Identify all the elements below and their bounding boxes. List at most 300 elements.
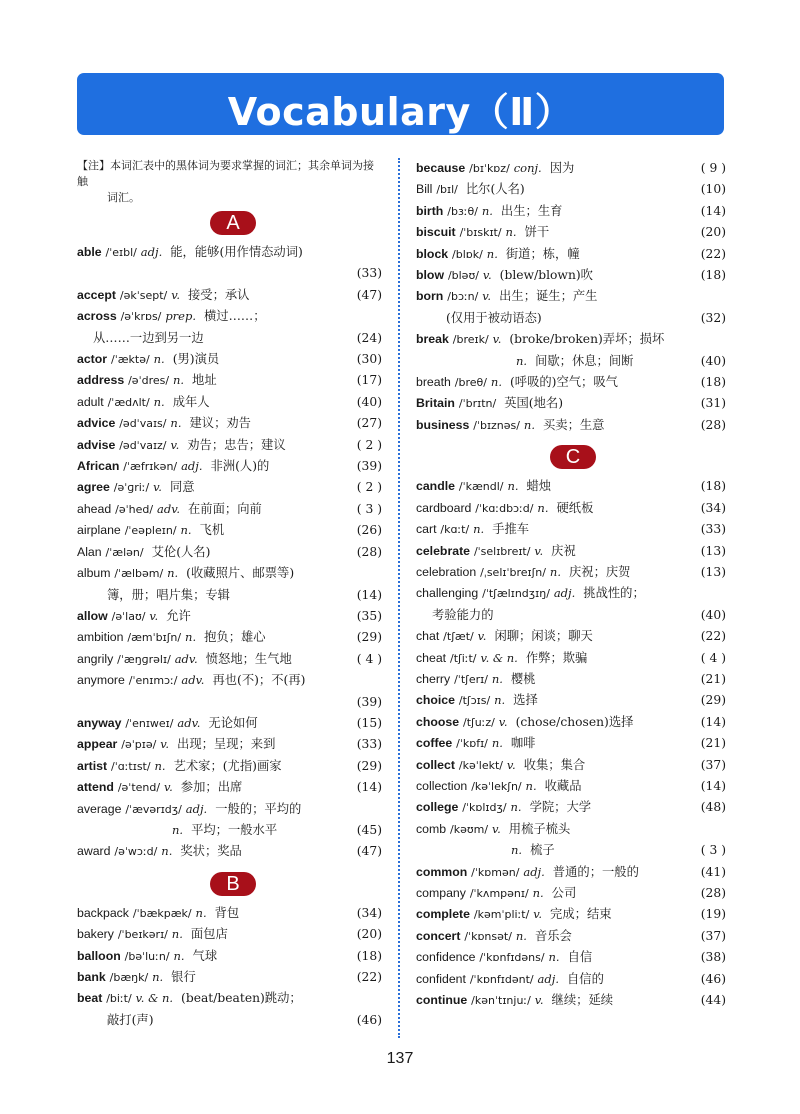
phonetic: /ˈkɒnfɪdəns/ xyxy=(479,951,545,965)
headword: backpack xyxy=(77,905,129,920)
headword: candle xyxy=(416,479,455,494)
phonetic: /breθ/ xyxy=(454,376,487,390)
entry-confident xyxy=(416,969,726,990)
headword: continue xyxy=(416,993,468,1008)
page-ref: ( 2 ) xyxy=(356,480,382,495)
page-ref: (28) xyxy=(356,544,382,559)
phonetic: /ˌselɪˈbreɪʃn/ xyxy=(480,565,546,579)
entry-cardboard xyxy=(416,498,726,519)
headword: comb xyxy=(416,821,447,836)
entry-cart xyxy=(416,519,726,540)
phonetic: /ˈkɒlɪdʒ/ xyxy=(462,801,507,815)
part-of-speech: n. xyxy=(532,886,544,900)
section-a-header xyxy=(77,210,382,238)
phonetic: /blɒk/ xyxy=(452,247,483,261)
headword: challenging xyxy=(416,586,479,601)
entry-comb xyxy=(416,819,726,862)
phonetic: /bæŋk/ xyxy=(109,971,149,984)
page-ref: (48) xyxy=(700,800,726,815)
headword: breath xyxy=(416,375,451,390)
definition: 学院；大学 xyxy=(529,800,592,815)
entry-attend xyxy=(77,777,382,798)
definition: 自信 xyxy=(567,950,593,965)
part-of-speech: n. xyxy=(525,778,537,793)
entry-airplane xyxy=(77,520,382,541)
letter-badge-b: B xyxy=(210,872,256,896)
note-line: 词汇。 xyxy=(107,191,140,204)
entry-common xyxy=(416,862,726,883)
right-column xyxy=(416,158,726,1011)
headword: adult xyxy=(77,394,104,409)
entry-angrily xyxy=(77,649,382,670)
section-c-header xyxy=(416,444,726,472)
definition: 在前面；向前 xyxy=(188,501,262,516)
phonetic: /kəmˈpliːt/ xyxy=(473,908,530,922)
headword: because xyxy=(416,161,466,175)
entry-block xyxy=(416,244,726,265)
page-title: Vocabulary（Ⅱ） xyxy=(227,90,574,134)
part-of-speech: n. xyxy=(510,800,522,815)
phonetic: /ˈbeɪkərɪ/ xyxy=(117,928,168,942)
entry-album xyxy=(77,563,382,606)
definition: 因为 xyxy=(549,161,575,175)
entry-business xyxy=(416,415,726,436)
part-of-speech: n. xyxy=(507,479,519,494)
part-of-speech: n. xyxy=(523,417,535,432)
page-ref: (21) xyxy=(700,736,726,751)
page-ref: (29) xyxy=(356,758,382,773)
headword: accept xyxy=(77,287,116,302)
page-ref: (39) xyxy=(356,694,382,709)
headword: average xyxy=(77,801,122,816)
headword: address xyxy=(77,373,125,388)
part-of-speech: n. xyxy=(153,352,165,367)
part-of-speech: adv. xyxy=(177,715,201,730)
definition-continued: (仅用于被动语态) xyxy=(446,310,542,325)
entry-continue xyxy=(416,990,726,1011)
headword: beat xyxy=(77,991,103,1006)
phonetic: /ˈkɑːdbɔːd/ xyxy=(475,501,534,515)
part-of-speech: n. xyxy=(172,373,185,388)
entry-ahead xyxy=(77,499,382,520)
page-ref: (14) xyxy=(356,587,382,602)
headword: Alan xyxy=(77,544,102,559)
headword: actor xyxy=(77,352,108,367)
definition: 出生；诞生；产生 xyxy=(499,289,598,304)
part-of-speech: adv. xyxy=(181,673,205,688)
phonetic: /əˈdres/ xyxy=(128,374,170,388)
page-ref: (18) xyxy=(700,268,726,283)
definition: 买卖；生意 xyxy=(542,417,605,432)
page-ref: (28) xyxy=(700,886,726,900)
page-ref: (31) xyxy=(700,396,726,411)
part-of-speech: v. & n. xyxy=(480,650,518,665)
entry-chat xyxy=(416,626,726,647)
phonetic: /tʃuːz/ xyxy=(462,715,495,729)
headword: complete xyxy=(416,907,470,922)
headword: appear xyxy=(77,737,118,752)
headword: bank xyxy=(77,970,106,984)
part-of-speech: n. xyxy=(549,564,561,579)
definition: 挑战性的； xyxy=(583,586,645,601)
definition: 面包店 xyxy=(190,927,228,942)
definition: 接受；承认 xyxy=(187,287,250,302)
page-ref: (33) xyxy=(700,522,726,537)
entry-company xyxy=(416,883,726,904)
headword: celebration xyxy=(416,564,477,579)
part-of-speech: adj. xyxy=(185,801,208,816)
page-ref: (40) xyxy=(700,353,726,368)
part-of-speech: prep. xyxy=(165,309,196,324)
entry-award xyxy=(77,841,382,862)
part-of-speech: n. xyxy=(173,948,185,963)
page-ref: (40) xyxy=(700,607,726,622)
phonetic: /əkˈsept/ xyxy=(119,288,168,302)
entry-choose xyxy=(416,712,726,733)
entry-concert xyxy=(416,926,726,947)
headword: confident xyxy=(416,971,466,986)
phonetic: /əˈɡriː/ xyxy=(113,481,150,495)
part-of-speech: v. xyxy=(153,480,162,495)
definition: (blew/blown)吹 xyxy=(499,268,593,283)
entry-bank xyxy=(77,967,382,988)
page-ref: (18) xyxy=(356,948,382,963)
page-ref: (34) xyxy=(700,500,726,515)
definition: 用梳子梳头 xyxy=(508,821,571,836)
page-ref: (20) xyxy=(356,927,382,942)
entry-artist xyxy=(77,756,382,777)
definition-continued: 簿，册；唱片集；专辑 xyxy=(107,587,230,602)
entry-able xyxy=(77,242,382,285)
definition: 地址 xyxy=(192,373,217,388)
phonetic: /ˈkɒnfɪdənt/ xyxy=(469,972,534,986)
headword: attend xyxy=(77,780,114,795)
phonetic: /kɑːt/ xyxy=(440,523,470,537)
phonetic: /ˈenɪweɪ/ xyxy=(125,716,174,730)
entry-accept xyxy=(77,285,382,306)
definition: 愤怒地；生气地 xyxy=(205,651,292,666)
phonetic: /bəˈluːn/ xyxy=(124,949,170,963)
headword: ahead xyxy=(77,501,112,516)
part-of-speech: n. xyxy=(167,566,179,581)
page-ref: ( 9 ) xyxy=(700,161,726,175)
part-of-speech: v. xyxy=(492,332,502,347)
entry-address xyxy=(77,370,382,391)
definition: 比尔(人名) xyxy=(465,182,525,197)
part-of-speech: adj. xyxy=(523,864,545,879)
page-ref: (29) xyxy=(356,630,382,645)
page-ref: ( 4 ) xyxy=(700,650,726,665)
entry-actor xyxy=(77,349,382,370)
definition: 庆祝；庆贺 xyxy=(568,564,631,579)
headword: blow xyxy=(416,268,445,283)
part-of-speech: n. xyxy=(486,246,498,261)
headword: across xyxy=(77,309,117,324)
part-of-speech: n. xyxy=(161,844,173,859)
column-divider xyxy=(398,158,400,1038)
phonetic: /ˈkɒfɪ/ xyxy=(456,737,488,751)
part-of-speech: n. xyxy=(195,905,207,920)
headword: cheat xyxy=(416,650,447,665)
phonetic: /ədˈvaɪz/ xyxy=(119,438,167,452)
page-ref: (35) xyxy=(356,608,382,623)
entry-confidence xyxy=(416,947,726,968)
phonetic: /biːt/ xyxy=(106,992,132,1006)
entry-advice xyxy=(77,413,382,434)
definition: 咖啡 xyxy=(510,736,536,751)
part-of-speech: adv. xyxy=(174,651,198,666)
phonetic: /breɪk/ xyxy=(452,333,489,347)
phonetic: /bɜːθ/ xyxy=(447,204,478,218)
entry-celebration xyxy=(416,562,726,583)
page-ref: (13) xyxy=(700,543,726,558)
part-of-speech: n. xyxy=(170,416,182,431)
page-ref: (14) xyxy=(700,203,726,218)
part-of-speech: n. xyxy=(537,500,549,515)
page-ref: (18) xyxy=(700,479,726,494)
page-ref: ( 3 ) xyxy=(356,501,382,516)
page-ref: (37) xyxy=(700,928,726,943)
part-of-speech: adj. xyxy=(181,459,203,474)
definition-continued: 敲打(声) xyxy=(107,1012,154,1027)
headword: business xyxy=(416,417,470,432)
part-of-speech: v. xyxy=(160,737,170,752)
phonetic: /əˈhed/ xyxy=(115,502,154,516)
page-ref: (28) xyxy=(700,417,726,432)
entry-african xyxy=(77,456,382,477)
definition: 英国(地名) xyxy=(504,396,563,411)
entry-cherry xyxy=(416,669,726,690)
definition: 气球 xyxy=(192,948,218,963)
entry-ambition xyxy=(77,627,382,648)
definition: 出生；生育 xyxy=(500,203,563,218)
page-ref: (17) xyxy=(356,373,382,388)
headword: African xyxy=(77,459,120,474)
definition: 继续；延续 xyxy=(551,993,614,1008)
phonetic: /kəˈlekt/ xyxy=(458,758,503,772)
headword: Britain xyxy=(416,396,455,411)
phonetic: /ˈæfrɪkən/ xyxy=(123,460,178,474)
page-ref: (27) xyxy=(356,416,382,431)
definition: 抱负；雄心 xyxy=(204,630,266,645)
page-ref: (18) xyxy=(700,375,726,390)
entry-adult xyxy=(77,392,382,413)
entry-challenging xyxy=(416,583,726,626)
headword: cart xyxy=(416,522,437,537)
phonetic: /ˈkʌmpənɪ/ xyxy=(469,887,529,900)
entry-complete xyxy=(416,904,726,925)
definition: 非洲(人)的 xyxy=(210,459,270,474)
part-of-speech: v. xyxy=(170,437,180,452)
definition: 建议；劝告 xyxy=(189,416,251,431)
definition: 艺术家；(尤指)画家 xyxy=(173,758,282,773)
definition: 允许 xyxy=(166,608,191,623)
entry-average xyxy=(77,799,382,842)
entry-break xyxy=(416,329,726,372)
definition: 樱桃 xyxy=(510,671,536,686)
phonetic: /ˈkændl/ xyxy=(458,480,504,494)
page-ref: ( 3 ) xyxy=(700,843,726,858)
page-ref: (37) xyxy=(700,757,726,772)
headword: able xyxy=(77,245,102,259)
part-of-speech: v. xyxy=(498,714,508,729)
phonetic: /əˈlaʊ/ xyxy=(111,609,146,623)
part-of-speech: adv. xyxy=(156,501,180,516)
part-of-speech: v. xyxy=(506,757,516,772)
definition-continued: 间歇；休息；间断 xyxy=(535,353,634,368)
headword: anymore xyxy=(77,673,125,688)
phonetic: /ˈæktə/ xyxy=(111,353,150,367)
page-ref: (38) xyxy=(700,950,726,965)
headword: coffee xyxy=(416,736,453,751)
page-ref: (14) xyxy=(700,778,726,793)
phonetic: /ˈbɪznəs/ xyxy=(473,418,520,432)
definition: 完成；结束 xyxy=(550,907,612,922)
page-ref: (45) xyxy=(356,822,382,837)
phonetic: /ˈtʃerɪ/ xyxy=(454,672,488,686)
entry-born xyxy=(416,286,726,329)
headword: cherry xyxy=(416,671,451,686)
note xyxy=(77,158,382,206)
headword: company xyxy=(416,886,466,900)
part-of-speech: n. xyxy=(491,736,503,751)
phonetic: /ˈtʃælɪndʒɪŋ/ xyxy=(482,587,550,601)
entry-biscuit xyxy=(416,222,726,243)
phonetic: /ˈbɪskɪt/ xyxy=(459,226,502,240)
entry-collection xyxy=(416,776,726,797)
headword: ambition xyxy=(77,630,124,645)
definition: 横过……； xyxy=(204,309,266,324)
headword: collection xyxy=(416,778,468,793)
page-ref: (33) xyxy=(356,266,382,281)
definition: 能，能够(用作情态动词) xyxy=(170,245,303,259)
entry-allow xyxy=(77,606,382,627)
letter-badge-a: A xyxy=(210,211,256,235)
definition-continued: 平均；一般水平 xyxy=(191,822,278,837)
page-ref: (29) xyxy=(700,693,726,708)
headword: choice xyxy=(416,693,455,708)
page-ref: (22) xyxy=(700,246,726,261)
page-ref: (46) xyxy=(700,971,726,986)
page-ref: (47) xyxy=(356,287,382,302)
headword: college xyxy=(416,800,459,815)
phonetic: /bləʊ/ xyxy=(447,269,479,283)
page-ref: ( 2 ) xyxy=(356,437,382,452)
headword: choose xyxy=(416,714,460,729)
phonetic: /ˈædʌlt/ xyxy=(107,395,150,409)
page-ref: (21) xyxy=(700,671,726,686)
phonetic: /ˈeɪbl/ xyxy=(105,246,137,259)
definition: 成年人 xyxy=(172,394,210,409)
page-ref: (26) xyxy=(356,523,382,538)
headword: allow xyxy=(77,608,108,623)
part-of-speech: n. xyxy=(481,203,493,218)
headword: agree xyxy=(77,480,110,495)
entry-breath xyxy=(416,372,726,393)
page-ref: (40) xyxy=(356,394,382,409)
page-ref: (34) xyxy=(356,905,382,920)
definition: 硬纸板 xyxy=(556,500,594,515)
phonetic: /əˈkrɒs/ xyxy=(120,310,162,324)
phonetic: /ˈselɪbreɪt/ xyxy=(473,544,531,558)
definition: 再也(不)；不(再) xyxy=(212,673,306,688)
entry-across xyxy=(77,306,382,349)
entry-birth xyxy=(416,201,726,222)
phonetic: /ˈævərɪdʒ/ xyxy=(125,802,182,816)
headword: cardboard xyxy=(416,500,472,515)
definition: 银行 xyxy=(171,970,196,984)
definition: 出现；呈现；来到 xyxy=(177,737,276,752)
headword: award xyxy=(77,844,111,859)
definition: 手推车 xyxy=(492,522,530,537)
page-ref: (46) xyxy=(356,1012,382,1027)
phonetic: /æmˈbɪʃn/ xyxy=(127,631,182,645)
part-of-speech: adj. xyxy=(537,971,559,986)
note-line: 【注】本词汇表中的黑体词为要求掌握的词汇；其余单词为接触 xyxy=(77,159,374,188)
page-ref: (20) xyxy=(700,225,726,240)
part-of-speech: v. xyxy=(171,287,180,302)
definition: 选择 xyxy=(513,693,538,708)
definition: 自信的 xyxy=(566,971,604,986)
headword: chat xyxy=(416,629,440,644)
entry-backpack xyxy=(77,903,382,924)
left-column xyxy=(77,158,382,1031)
part-of-speech: v. xyxy=(534,993,544,1008)
entry-cheat xyxy=(416,648,726,669)
definition: 劝告；忠告；建议 xyxy=(187,437,286,452)
phonetic: /bɪˈkɒz/ xyxy=(469,162,510,175)
entry-anyway xyxy=(77,713,382,734)
letter-badge-c: C xyxy=(550,445,596,469)
definition: 街道；栋，幢 xyxy=(505,246,580,261)
part-of-speech: n. xyxy=(153,394,165,409)
part-of-speech: n. xyxy=(171,927,183,942)
page-number: 137 xyxy=(386,1050,414,1067)
page-ref: (22) xyxy=(356,970,382,984)
part-of-speech: n. xyxy=(505,225,517,240)
part-of-speech: n. xyxy=(511,843,523,858)
page-ref: (30) xyxy=(356,352,382,367)
headword: celebrate xyxy=(416,543,471,558)
phonetic: /tʃæt/ xyxy=(443,630,474,644)
entry-appear xyxy=(77,734,382,755)
definition: 公司 xyxy=(551,886,577,900)
phonetic: /tʃɔɪs/ xyxy=(458,694,491,708)
part-of-speech: n. xyxy=(180,523,192,538)
page-ref: (13) xyxy=(700,564,726,579)
part-of-speech: n. xyxy=(152,970,164,984)
headword: bakery xyxy=(77,927,114,942)
definition: 同意 xyxy=(169,480,195,495)
phonetic: /ˈælən/ xyxy=(105,545,144,559)
part-of-speech: v. xyxy=(482,289,492,304)
part-of-speech: n. xyxy=(473,522,485,537)
entry-collect xyxy=(416,755,726,776)
definition: (broke/broken)弄坏；损坏 xyxy=(509,332,665,347)
definition: 作弊；欺骗 xyxy=(525,650,588,665)
phonetic: /ˈenɪmɔː/ xyxy=(128,674,178,688)
entry-anymore xyxy=(77,670,382,713)
entry-celebrate xyxy=(416,541,726,562)
part-of-speech: conj. xyxy=(513,161,542,175)
headword: advise xyxy=(77,437,116,452)
definition: 无论如何 xyxy=(208,715,258,730)
entry-because xyxy=(416,158,726,179)
entry-blow xyxy=(416,265,726,286)
phonetic: /bɪl/ xyxy=(436,183,458,197)
part-of-speech: v. xyxy=(149,608,159,623)
part-of-speech: adj. xyxy=(140,245,163,259)
